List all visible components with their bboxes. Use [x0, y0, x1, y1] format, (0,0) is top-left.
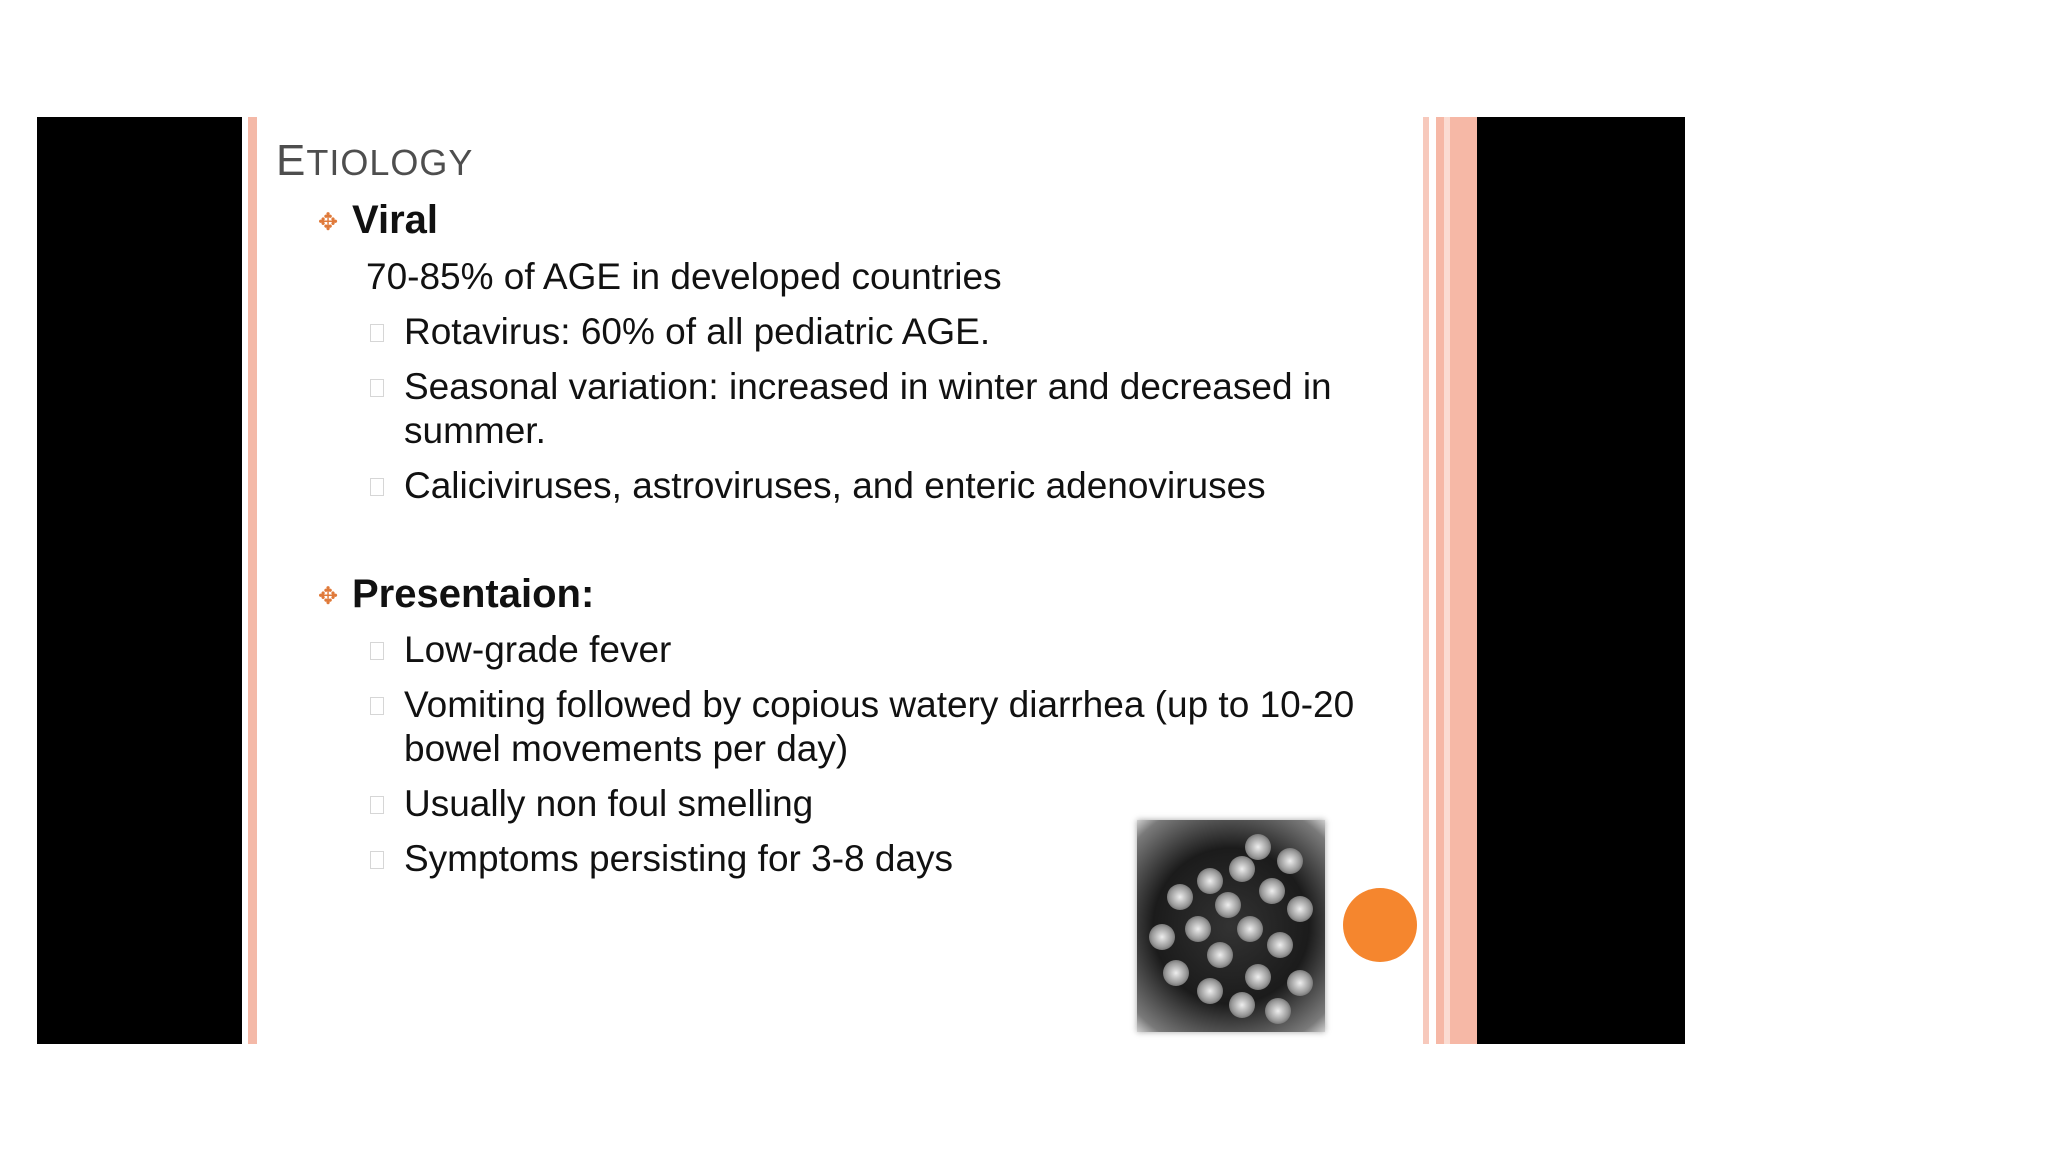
square-bullet-icon	[370, 478, 384, 496]
diamond-bullet-icon: ✥	[318, 208, 339, 236]
square-bullet-icon	[370, 379, 384, 397]
square-bullet-icon	[370, 324, 384, 342]
section-heading-label: Viral	[352, 198, 438, 242]
list-item: Vomiting followed by copious watery diarrhea (up to 10-20 bowel movements per day)	[370, 683, 1370, 771]
square-bullet-icon	[370, 642, 384, 660]
list-item: Seasonal variation: increased in winter and decreased in summer.	[370, 365, 1410, 453]
list-item: Symptoms persisting for 3-8 days	[370, 837, 1410, 881]
slide-title-rest: TIOLOGY	[306, 142, 474, 183]
section-heading-label: Presentaion:	[352, 572, 595, 616]
diamond-bullet-icon: ✥	[318, 582, 339, 610]
square-bullet-icon	[370, 796, 384, 814]
list-item: Low-grade fever	[370, 628, 1410, 672]
right-accent-stripe-wide	[1436, 117, 1477, 1044]
rotavirus-micrograph-image	[1137, 820, 1325, 1032]
slide-title-initial: E	[276, 136, 307, 185]
orange-accent-circle	[1343, 888, 1417, 962]
square-bullet-icon	[370, 851, 384, 869]
left-accent-stripe	[248, 117, 257, 1044]
right-accent-stripe-thin	[1423, 117, 1429, 1044]
square-bullet-icon	[370, 697, 384, 715]
slide-title	[276, 136, 473, 186]
section-heading-presentation	[318, 572, 594, 617]
section-intro: 70-85% of AGE in developed countries	[366, 256, 1002, 297]
section-heading-viral	[318, 198, 438, 243]
right-accent-stripe-light	[1444, 117, 1450, 1044]
list-item: Rotavirus: 60% of all pediatric AGE.	[370, 310, 1410, 354]
list-item: Caliciviruses, astroviruses, and enteric adenoviruses	[370, 464, 1410, 508]
list-item: Usually non foul smelling	[370, 782, 1410, 826]
